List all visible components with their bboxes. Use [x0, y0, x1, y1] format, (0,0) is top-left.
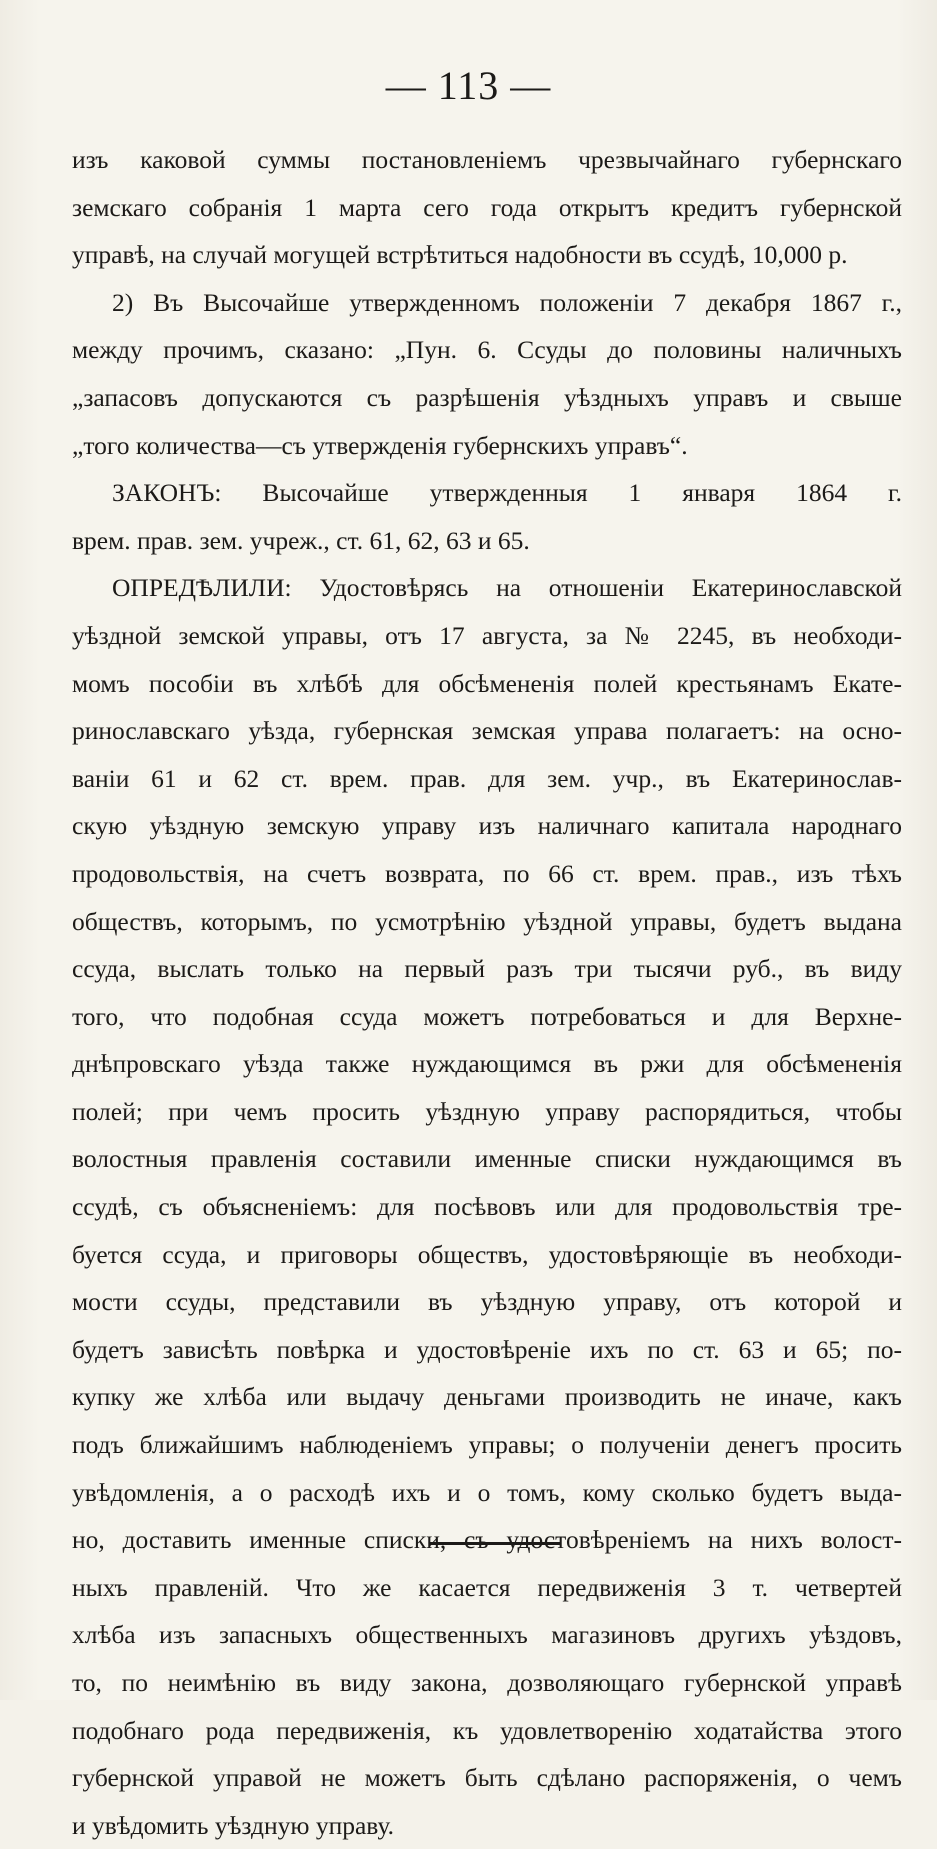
text-line: „запасовъ допускаются съ разрѣшенія уѣздныхъ управъ и свыше	[72, 382, 902, 412]
text-line: ЗАКОНЪ: Высочайше утвержденныя 1 января 1864 г.	[112, 478, 902, 508]
text-line: будетъ зависѣть повѣрка и удостовѣреніе ихъ по ст. 63 и 65; по-	[72, 1334, 902, 1364]
text-line: ссудѣ, съ объясненіемъ: для посѣвовъ или для продовольствія тре-	[72, 1192, 902, 1222]
text-line: скую уѣздную земскую управу изъ наличнаго капитала народнаго	[72, 811, 902, 841]
text-line: ваніи 61 и 62 ст. врем. прав. для зем. учр., въ Екатеринослав-	[72, 763, 902, 793]
text-line: купку же хлѣба или выдачу деньгами производить не иначе, какъ	[72, 1382, 902, 1412]
text-line: обществъ, которымъ, по усмотрѣнію уѣздной управы, будетъ выдана	[72, 906, 902, 936]
text-line: ринославскаго уѣзда, губернская земская управа полагаетъ: на осно-	[72, 716, 902, 746]
text-line: но, доставить именные списки, съ удостовѣреніемъ на нихъ волост-	[72, 1525, 902, 1555]
text-line: буется ссуда, и приговоры обществъ, удостовѣряющіе въ необходи-	[72, 1239, 902, 1269]
section-divider	[430, 1542, 560, 1545]
text-line: увѣдомленія, а о расходѣ ихъ и о томъ, кому сколько будетъ выда-	[72, 1477, 902, 1507]
text-line: то, по неимѣнію въ виду закона, дозволяющаго губернской управѣ	[72, 1668, 902, 1697]
text-line: того, что подобная ссуда можетъ потребоваться и для Верхне-	[72, 1001, 902, 1031]
page-number: — 113 —	[385, 63, 552, 108]
text-line: управѣ, на случай могущей встрѣтиться надобности въ ссудѣ, 10,000 р.	[72, 240, 848, 270]
text-line: мости ссуды, представили въ уѣздную управу, отъ которой и	[72, 1287, 902, 1317]
text-line: хлѣба изъ запасныхъ общественныхъ магазиновъ другихъ уѣздовъ,	[72, 1620, 902, 1650]
text-line: врем. прав. зем. учреж., ст. 61, 62, 63 и 65.	[72, 525, 530, 555]
text-line: губернской управой не можетъ быть сдѣлано распоряженія, о чемъ	[72, 1763, 902, 1793]
text-line: продовольствія, на счетъ возврата, по 66 ст. врем. прав., изъ тѣхъ	[72, 858, 902, 888]
text-line: и увѣдомить уѣздную управу.	[72, 1810, 395, 1840]
text-line: земскаго собранія 1 марта сего года открытъ кредитъ губернской	[72, 192, 902, 222]
text-line: „того количества—съ утвержденія губернскихъ управъ“.	[72, 430, 688, 460]
text-line: ныхъ правленій. Что же касается передвиженія 3 т. четвертей	[72, 1572, 902, 1602]
text-line: волостныя правленія составили именные списки нуждающимся въ	[72, 1144, 902, 1174]
text-line: подъ ближайшимъ наблюденіемъ управы; о полученіи денегъ просить	[72, 1430, 902, 1460]
text-line: подобнаго рода передвиженія, къ удовлетворенію ходатайства этого	[72, 1715, 902, 1745]
text-line: ссуда, выслать только на первый разъ три тысячи руб., въ виду	[72, 954, 902, 984]
text-line: изъ каковой суммы постановленіемъ чрезвычайнаго губернскаго	[72, 145, 902, 174]
text-line: момъ пособіи въ хлѣбѣ для обсѣмененія полей крестьянамъ Екате-	[72, 668, 902, 698]
text-line: днѣпровскаго уѣзда также нуждающимся въ ржи для обсѣмененія	[72, 1049, 902, 1079]
text-line: между прочимъ, сказано: „Пун. 6. Ссуды до половины наличныхъ	[72, 335, 902, 365]
text-line: полей; при чемъ просить уѣздную управу распорядиться, чтобы	[72, 1096, 902, 1126]
text-line: уѣздной земской управы, отъ 17 августа, за № 2245, въ необходи-	[72, 620, 902, 650]
text-line: 2) Въ Высочайше утвержденномъ положеніи 7 декабря 1867 г.,	[112, 287, 902, 317]
text-line: ОПРЕДѢЛИЛИ: Удостовѣрясь на отношеніи Екатеринославской	[112, 573, 902, 603]
body-text	[72, 136, 902, 1849]
